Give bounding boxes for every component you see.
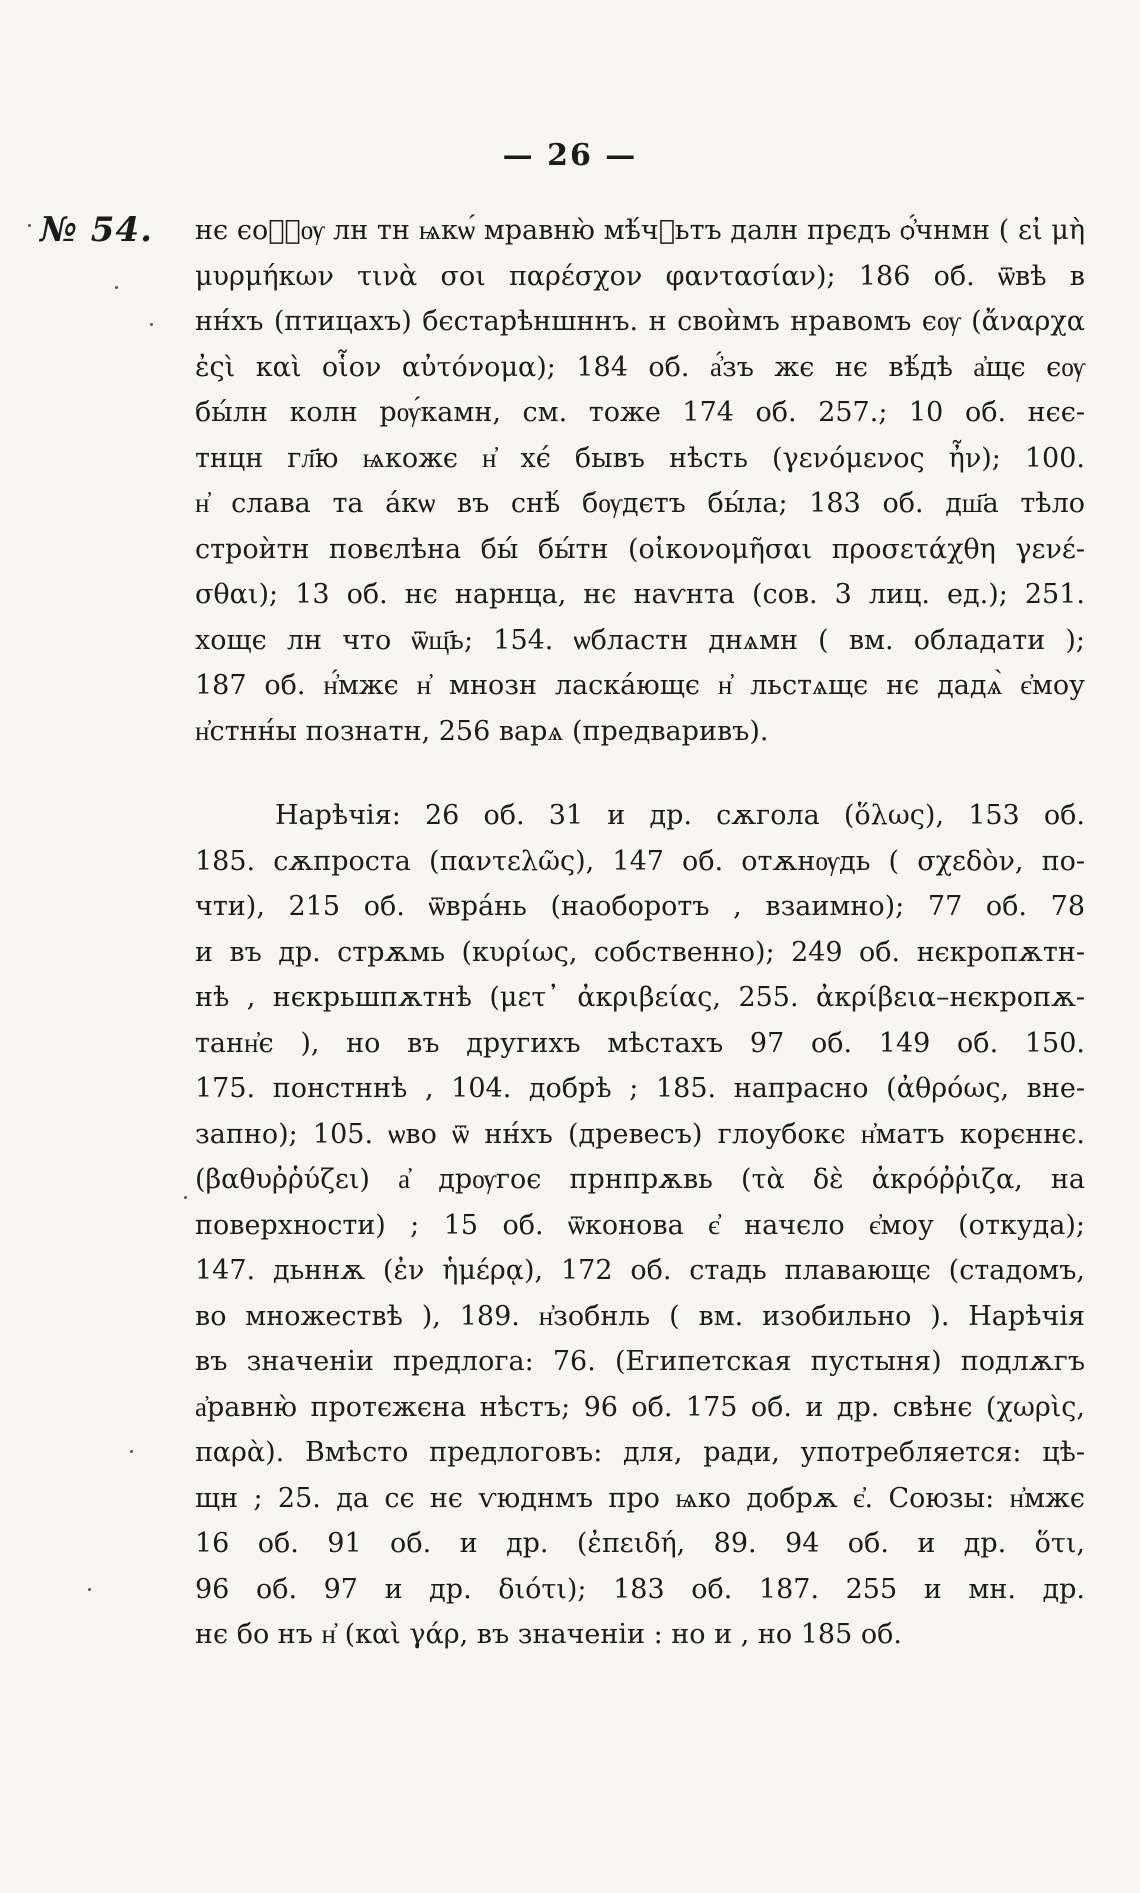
text-line: нѣ , нєкрьшпѫтнѣ (μετ᾽ ἀκριβείας, 255. ἀκρίβεια–нєкропѫ- [195, 982, 1085, 1013]
scan-speck [184, 1196, 187, 1199]
scan-speck [28, 224, 31, 227]
text-line: 187 об. н҆́мжє н҆ мнозн ласка́ющє н҆ льстѧщє нє дадѧ̀ є҆моу [195, 670, 1085, 701]
paragraph-glossary-entry [195, 208, 1085, 754]
scan-speck [115, 286, 118, 289]
text-line: 147. дьннѫ (ἐν ἡμέρᾳ), 172 об. стадь плавающє (стадомъ, [195, 1255, 1085, 1286]
text-line: строѝтн повєлѣна бы́ бы́тн (οἰκονομῆσαι προσετάχθη γενέ- [195, 533, 1085, 565]
text-line: н҆ слава та а́кѡ въ снѣ́ бѹдєтъ бы́ла; 183 об. дш҃а тѣло [195, 488, 1085, 519]
paragraph-adverbs [195, 793, 1085, 1658]
text-line: н҆стнн́ы познатн, 256 варѧ (предваривъ). [195, 715, 769, 747]
text-line: бы́лн колн рѹ́камн, см. тоже 174 об. 257.; 10 об. нєє- [195, 397, 1085, 428]
text-line: ἐςὶ καὶ οἷον αὐτόνομα); 184 об. а҆́зъ жє нє вѣ́дѣ а҆щє єѹ [195, 351, 1085, 383]
text-line: поверхности) ; 15 об. ѿконова є҆ начєло є҆моу (откуда); [195, 1209, 1085, 1241]
text-line: Нарѣчія: 26 об. 31 и др. сѫгола (ὅλως), 153 об. [275, 800, 1085, 831]
text-line: тнцн гл҃ю ѩкожє н҆ хє́ бывъ нѣсть (γενόμενος ἦν); 100. [195, 442, 1085, 474]
text-line: танн҆є ), но въ другихъ мѣстахъ 97 об. 149 об. 150. [195, 1027, 1085, 1059]
text-line: μυρμήκων τινὰ σοι παρέσχον φαντασίαν); 186 об. ѿвѣ в [195, 260, 1085, 292]
text-line: нє бо нъ н҆ (καὶ γάρ, въ значеніи : но и , но 185 об. [195, 1619, 902, 1650]
text-line: въ значеніи предлога: 76. (Египетская пустыня) подлѫгъ [195, 1346, 1085, 1377]
scan-speck [150, 323, 153, 326]
text-line: нє єоⷪ҇ѹ лн тн ѩкѡ́ мравню̀ мѣ́чⷮьтъ далн прєдъ ѻ҆́чнмн ( εἰ μὴ [195, 215, 1085, 246]
scan-speck [130, 1450, 133, 1453]
scan-speck [88, 1588, 91, 1591]
text-line: во множествѣ ), 189. н҆зобнль ( вм. изобильно ). Нарѣчія [195, 1300, 1085, 1332]
text-line: чти), 215 об. ѿвра́нь (наоборотъ , взаимно); 77 об. 78 [195, 891, 1085, 922]
text-line: 96 об. 97 и др. διότι); 183 об. 187. 255 и мн. др. [195, 1573, 1085, 1605]
text-line: 175. понстннѣ , 104. добрѣ ; 185. напрасно (ἀθρόως, вне- [195, 1073, 1085, 1104]
text-line: запно); 105. ѡво ѿ нн́хъ (древесъ) глоубокє н҆матъ корєннє. [195, 1118, 1085, 1150]
text-line: 185. сѫпроста (παντελῶς), 147 об. отѫнѹдь ( σχεδὸν, по- [195, 845, 1085, 877]
page-number: — 26 — [502, 138, 638, 173]
text-line: σθαι); 13 об. нє нарнца, нє наѵнта (сов. 3 лиц. ед.); 251. [195, 579, 1085, 610]
text-line: и въ др. стрѫмь (κυρίως, собственно); 249 об. нєкропѫтн- [195, 936, 1085, 968]
text-line: (βαθυῤῥύζει) а҆ дрѹгоє прнпрѫвь (τὰ δὲ ἀκρόῤῥιζα, на [195, 1164, 1085, 1195]
text-line: а҆равню̀ протєжєна нѣстъ; 96 об. 175 об. и др. свѣнє (χωρὶς, [195, 1391, 1085, 1423]
text-line: щн ; 25. да сє нє ѵюднмъ про ѩко добрѫ є҆. Союзы: н҆мжє [195, 1482, 1085, 1514]
text-line: 16 об. 91 об. и др. (ἐπειδή, 89. 94 об. и др. ὅτι, [195, 1528, 1085, 1559]
text-line: παρὰ). Вмѣсто предлоговъ: для, ради, употребляется: цѣ- [195, 1437, 1085, 1468]
entry-number: № 54. [40, 210, 153, 250]
text-line: нн́хъ (птицахъ) бєстарѣншннъ. н своѝмъ нравомъ єѹ (ἄναρχα [195, 306, 1085, 337]
text-line: хощє лн что ѿщ҃ь; 154. ѡбластн днѧмн ( вм. обладати ); [195, 624, 1085, 656]
